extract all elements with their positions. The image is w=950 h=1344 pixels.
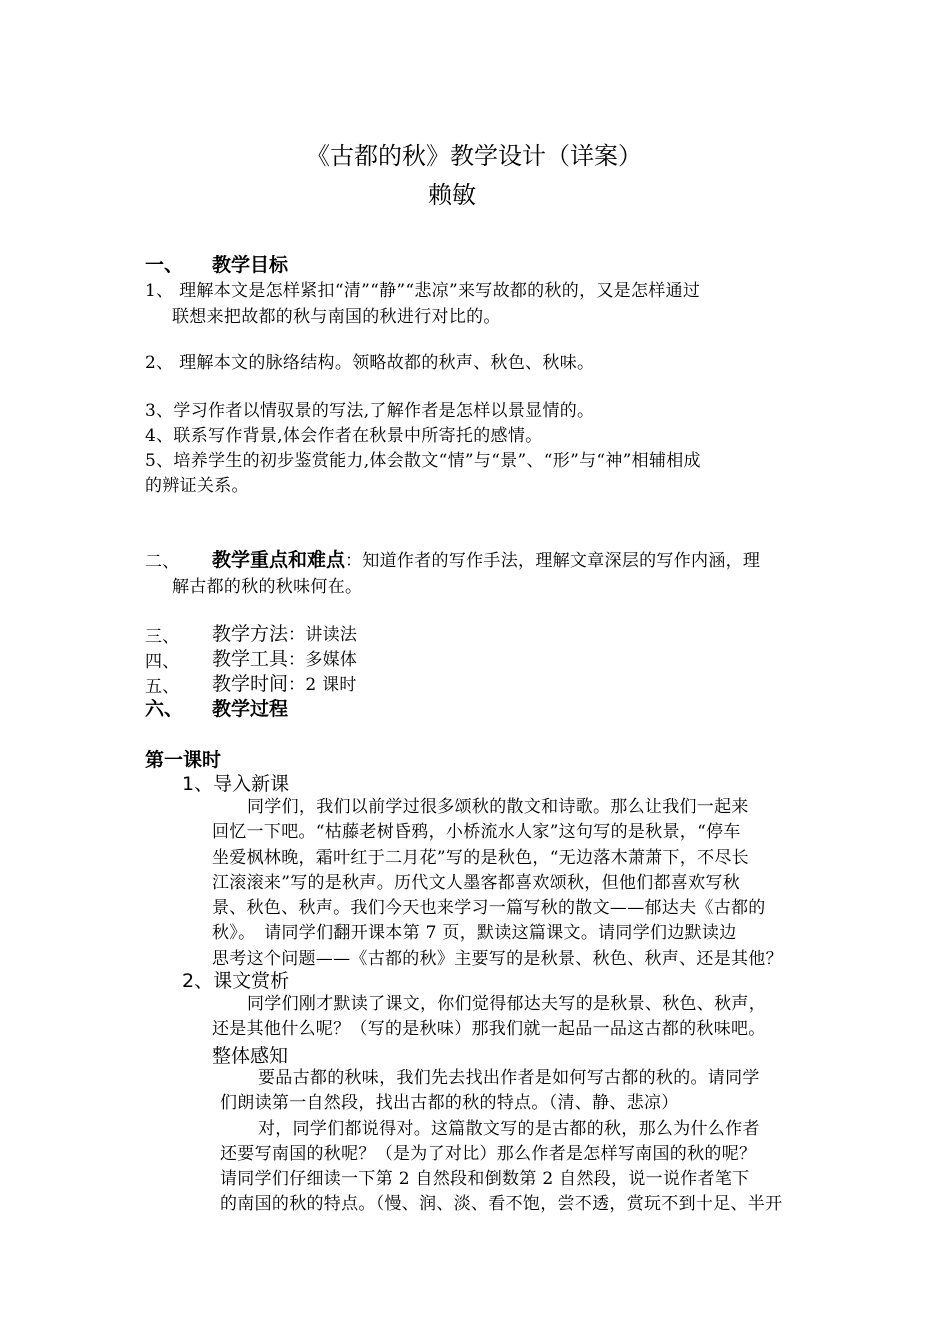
overall-line: 还要写南国的秋呢？（是为了对比）那么作者是怎样写南国的秋的呢？ xyxy=(220,1143,757,1164)
section-4-number: 四、 xyxy=(145,652,180,672)
step-1-paragraph xyxy=(212,795,812,972)
step-1-heading: 1、导入新课 xyxy=(182,773,290,795)
section-2-number: 二、 xyxy=(145,552,180,572)
objective-5-line-2: 的辨证关系。 xyxy=(145,476,249,496)
objective-2: 2、 理解本文的脉络结构。领略故都的秋声、秋色、秋味。 xyxy=(145,353,595,373)
section-1-heading: 教学目标 xyxy=(212,254,289,276)
section-2-text: ：知道作者的写作手法，理解文章深层的写作内涵，理 xyxy=(345,551,761,571)
section-5-heading: 教学时间 xyxy=(212,673,289,695)
step-1-line: 坐爱枫林晚，霜叶红于二月花”写的是秋色，“无边落木萧萧下，不尽长 xyxy=(212,847,749,868)
step-1-line: 思考这个问题——《古都的秋》主要写的是秋景、秋色、秋声、还是其他？ xyxy=(212,948,783,969)
section-4-line xyxy=(212,644,357,671)
section-6-heading: 教学过程 xyxy=(212,698,289,720)
overall-line: 的南国的秋的特点。（慢、润、淡、看不饱，尝不透，赏玩不到十足、半开 xyxy=(220,1194,783,1215)
overall-line: 对，同学们都说得对。这篇散文写的是古都的秋，那么为什么作者 xyxy=(258,1118,760,1139)
objective-1-line-1: 1、 理解本文是怎样紧扣“清”“静”“悲凉”来写故都的秋的，又是怎样通过 xyxy=(145,281,701,301)
lesson-1-heading: 第一课时 xyxy=(145,749,222,771)
step-1-line: 回忆一下吧。“枯藤老树昏鸦，小桥流水人家”这句写的是秋景，“停车 xyxy=(212,822,741,843)
overall-line: 请同学们仔细读一下第 2 自然段和倒数第 2 自然段，说一说作者笔下 xyxy=(220,1169,750,1190)
step-1-line: 同学们，我们以前学过很多颂秋的散文和诗歌。那么让我们一起来 xyxy=(247,797,749,817)
objective-3: 3、学习作者以情驭景的写法,了解作者是怎样以景显情的。 xyxy=(145,401,595,421)
step-2-line: 还是其他什么呢？（写的是秋味）那我们就一起品一品这古都的秋味吧。 xyxy=(212,1019,766,1040)
section-2-heading: 教学重点和难点 xyxy=(212,549,346,571)
overall-heading: 整体感知 xyxy=(212,1045,289,1067)
step-2-paragraph xyxy=(212,992,812,1043)
section-5-number: 五、 xyxy=(145,677,180,697)
objective-1-line-2: 联想来把故都的秋与南国的秋进行对比的。 xyxy=(172,307,501,327)
overall-line: 们朗读第一自然段，找出古都的秋的特点。（清、静、悲凉） xyxy=(220,1093,679,1114)
section-2-line-1 xyxy=(212,545,760,572)
section-1-number: 一、 xyxy=(145,254,184,276)
section-6-number: 六、 xyxy=(145,698,184,720)
section-4-value: ：多媒体 xyxy=(288,650,358,670)
step-1-line: 江滚滚来”写的是秋声。历代文人墨客都喜欢颂秋，但他们都喜欢写秋 xyxy=(212,872,740,893)
overall-paragraph xyxy=(220,1066,815,1218)
section-3-line xyxy=(212,619,357,646)
section-3-heading: 教学方法 xyxy=(212,623,289,645)
step-1-line: 景、秋色、秋声。我们今天也来学习一篇写秋的散文——郁达夫《古都的 xyxy=(212,898,766,919)
section-5-line xyxy=(212,669,357,696)
section-3-value: ：讲读法 xyxy=(288,625,358,645)
step-2-line: 同学们刚才默读了课文，你们觉得郁达夫写的是秋景、秋色、秋声， xyxy=(247,994,766,1014)
step-2-heading: 2、课文赏析 xyxy=(182,970,290,992)
section-3-number: 三、 xyxy=(145,627,180,647)
objective-4: 4、联系写作背景,体会作者在秋景中所寄托的感情。 xyxy=(145,426,543,446)
objective-5-line-1: 5、培养学生的初步鉴赏能力,体会散文“情”与“景”、“形”与“神”相辅相成 xyxy=(145,451,701,471)
overall-line: 要品古都的秋味，我们先去找出作者是如何写古都的秋的。请同学 xyxy=(258,1068,760,1088)
section-2-line-2: 解古都的秋的秋味何在。 xyxy=(172,577,363,597)
step-1-line: 秋》。 请同学们翻开课本第 7 页，默读这篇课文。请同学们边默读边 xyxy=(212,923,737,944)
document-title: 《古都的秋》教学设计（详案） xyxy=(306,142,642,170)
section-5-value: ：2 课时 xyxy=(288,675,357,695)
section-4-heading: 教学工具 xyxy=(212,648,289,670)
document-author: 赖敏 xyxy=(428,181,476,209)
